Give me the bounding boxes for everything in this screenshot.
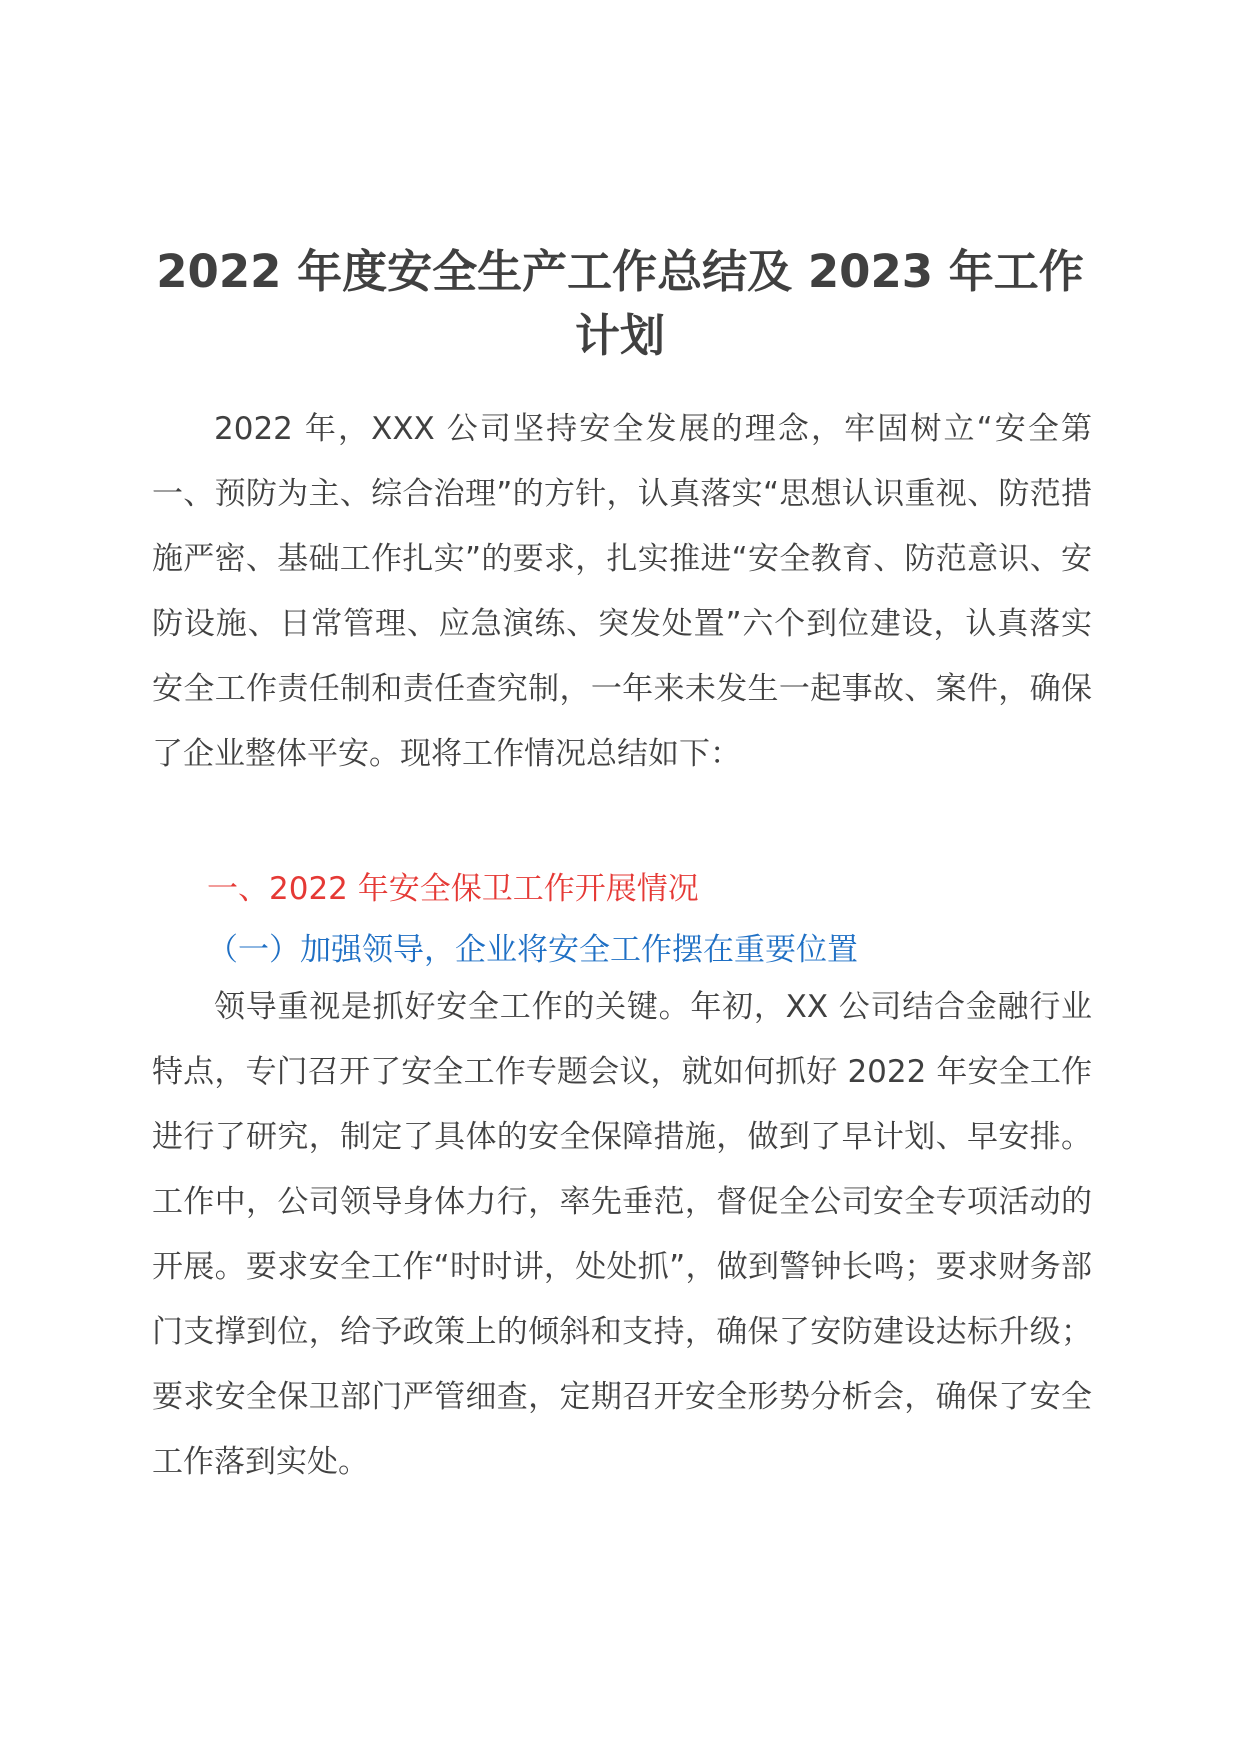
intro-paragraph: 2022 年，XXX 公司坚持安全发展的理念，牢固树立“安全第一、预防为主、综合治理”的方针，认真落实“思想认识重视、防范措施严密、基础工作扎实”的要求，扎实推进“安全教育、防范意识、安防设施、日常管理、应急演练、突发处置”六个到位建设，认真落实安全工作责任制和责任查究制，一年来未发生一起事故、案件，确保了企业整体平安。现将工作情况总结如下： bbox=[152, 411, 1092, 772]
section-heading: 一、2022 年安全保卫工作开展情况 bbox=[207, 871, 699, 907]
document-title: 2022 年度安全生产工作总结及 2023 年工作计划 bbox=[156, 245, 1084, 362]
subsection-heading: （一）加强领导，企业将安全工作摆在重要位置 bbox=[207, 932, 858, 968]
body-paragraph: 领导重视是抓好安全工作的关键。年初，XX 公司结合金融行业特点，专门召开了安全工作专题会议，就如何抓好 2022 年安全工作进行了研究，制定了具体的安全保障措施，做到了早计划、早安排。工作中，公司领导身体力行，率先垂范，督促全公司安全专项活动的开展。要求安全工作“时时讲，处处抓”，做到警钟长鸣；要求财务部门支撑到位，给予政策上的倾斜和支持，确保了安防建设达标升级；要求安全保卫部门严管细查，定期召开安全形势分析会，确保了安全工作落到实处。 bbox=[152, 989, 1092, 1480]
